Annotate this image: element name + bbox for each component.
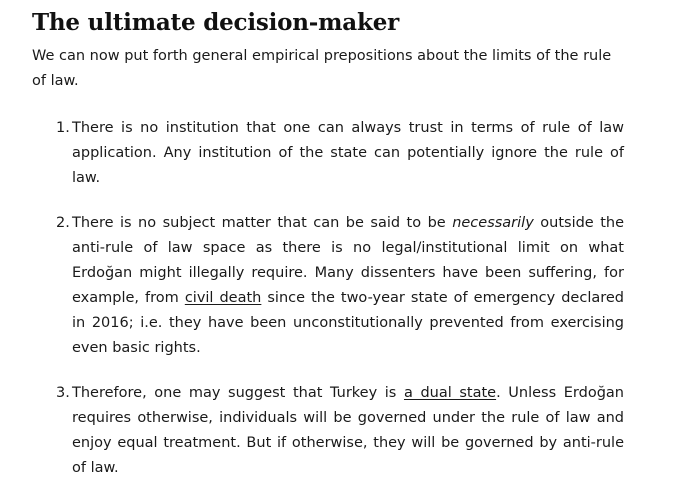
text-segment: outside the anti-rule of law space as there is no legal/institutional limit on what Erdoğan might illegally require. Many dissenters have been suffering, for example, from [72, 215, 624, 306]
list-item-text [72, 381, 624, 481]
emphasis-text: necessarily [452, 215, 534, 231]
list-item-number: 1. [56, 120, 70, 136]
dual-state-link[interactable]: a dual state [403, 385, 497, 401]
text-segment: since the two-year state of emergency declared in 2016; i.e. they have been unconstitutionally prevented from exercising even basic rights. [72, 290, 625, 356]
list-item-number: 3. [56, 385, 70, 401]
article-section [32, 8, 624, 501]
intro-paragraph: We can now put forth general empirical prepositions about the limits of the rule of law. [32, 48, 612, 89]
list-item [32, 116, 624, 191]
list-item-number: 2. [56, 215, 70, 231]
numbered-list [32, 116, 624, 481]
text-segment: Therefore, one may suggest that Turkey is [72, 385, 404, 401]
section-heading: The ultimate decision-maker [32, 9, 400, 36]
text-segment: There is no subject matter that can be said to be [72, 215, 453, 231]
list-item [32, 211, 624, 361]
civil-death-link[interactable]: civil death [184, 290, 262, 306]
list-item [32, 381, 624, 481]
text-segment: . Unless Erdoğan requires otherwise, individuals will be governed under the rule of law and enjoy equal treatment. But if otherwise, they will be governed by anti-rule of law. [72, 385, 624, 476]
list-item-text [72, 211, 624, 361]
list-item-text: There is no institution that one can always trust in terms of rule of law application. Any institution of the state can potentially ignore the rule of law. [72, 120, 624, 186]
